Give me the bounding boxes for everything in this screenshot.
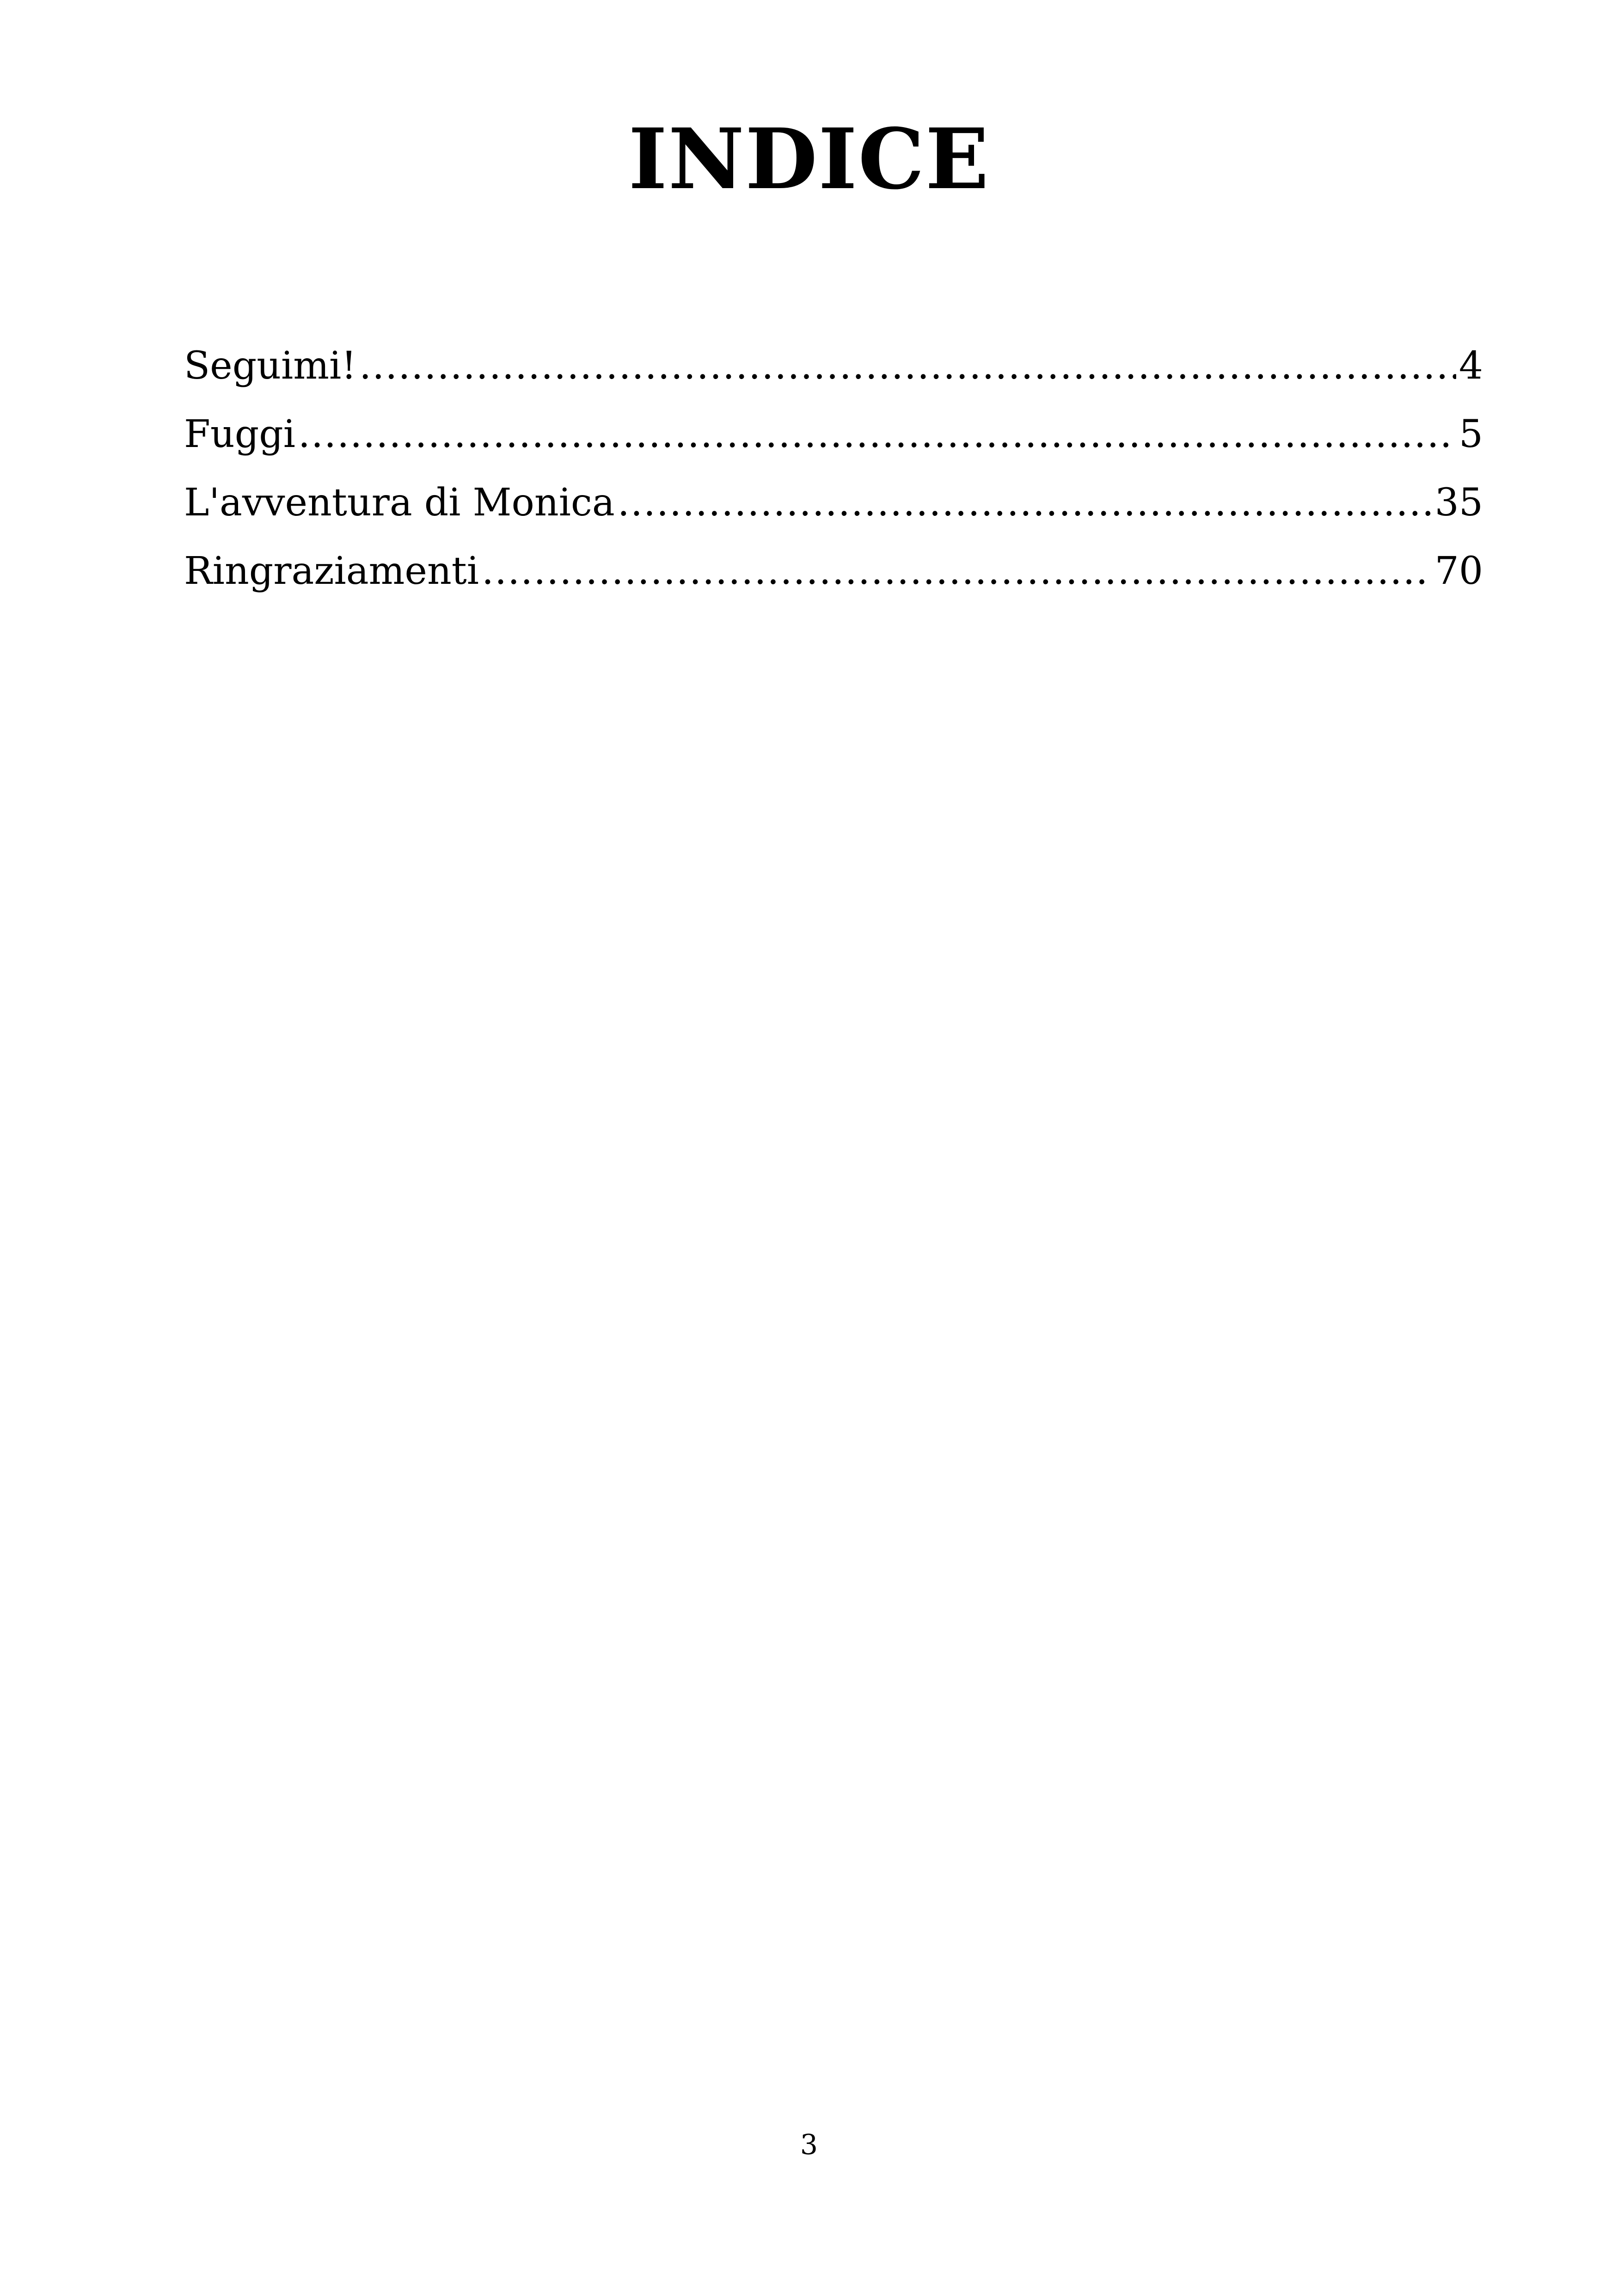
toc-entry-label: L'avventura di Monica — [184, 481, 615, 525]
toc-dot-leader — [618, 469, 1432, 537]
toc-entry-page-number: 70 — [1434, 549, 1483, 593]
toc-entry-page-number: 4 — [1459, 344, 1483, 388]
toc-dot-leader — [359, 332, 1456, 400]
table-of-contents — [184, 332, 1483, 606]
toc-entry-label: Fuggi — [184, 412, 295, 456]
toc-entry-seguimi[interactable] — [184, 332, 1483, 400]
toc-entry-page-number: 5 — [1459, 412, 1483, 456]
toc-dot-leader — [482, 537, 1432, 606]
page-number: 3 — [800, 2129, 818, 2161]
toc-entry-avventura-di-monica[interactable] — [184, 469, 1483, 537]
toc-entry-page-number: 35 — [1434, 481, 1483, 525]
page-title: INDICE — [628, 110, 990, 208]
toc-entry-label: Ringraziamenti — [184, 549, 479, 593]
toc-dot-leader — [298, 400, 1456, 469]
toc-entry-ringraziamenti[interactable] — [184, 537, 1483, 606]
toc-entry-fuggi[interactable] — [184, 400, 1483, 469]
toc-entry-label: Seguimi! — [184, 344, 357, 388]
